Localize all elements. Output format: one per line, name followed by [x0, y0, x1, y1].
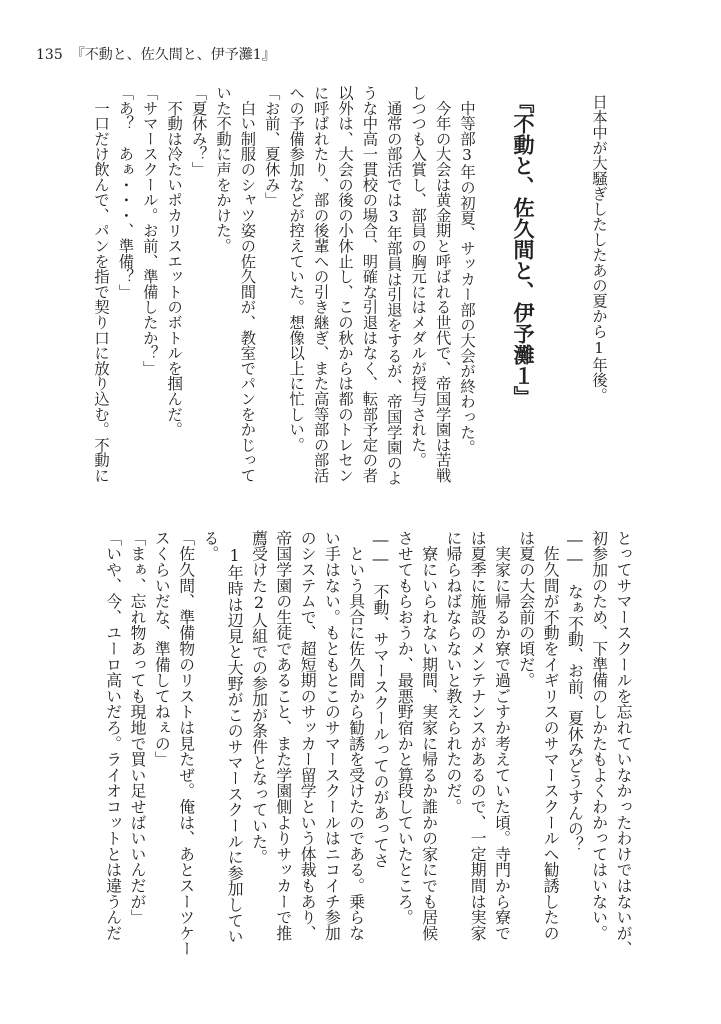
- text-line: 白い制服のシャツ姿の佐久間が、教室でパンをかじって: [238, 85, 257, 483]
- text-line: 以外は、大会の後の小休止し、この秋からは都のトレセン: [336, 85, 354, 483]
- text-line: 寮にいられない期間、実家に帰るか誰かの家にでも居候: [419, 530, 439, 941]
- text-line: 「いや、今、ユーロ高いだろ。ライオコットとは違うんだ: [103, 530, 123, 941]
- text-line: 佐久間が不動をイギリスのサマースクールへ勧誘したの: [541, 530, 561, 941]
- text-line: 「夏休み？」: [189, 85, 208, 177]
- text-line: のシステムで、超短期のサッカー留学という体裁もあり、: [298, 530, 318, 941]
- text-line: への予備参加などが控えていた。想像以上に忙しい。: [287, 85, 306, 453]
- text-line: は夏季に施設のメンテナンスがあるので、一定期間は実家: [468, 530, 488, 941]
- running-title: 『不動と、佐久間と、伊予灘1』: [70, 47, 276, 63]
- text-line: 通常の部活では3年部員は引退をするが、帝国学園のよ: [384, 85, 403, 486]
- text-line: 「まぁ、忘れ物あっても現地で買い足せばいいんだが」: [128, 530, 147, 925]
- text-line: 初参加のため、下準備のしかたもよくわかってはいない。: [589, 530, 609, 941]
- text-line: ―― なぁ不動、お前、夏休みどうすんの？: [565, 530, 585, 853]
- text-line: 不動は冷たいポカリスエットのボトルを掴んだ。: [165, 85, 184, 437]
- text-line: に呼ばれたり、部の後輩への引き継ぎ、また高等部の部活: [311, 85, 330, 483]
- text-line: 薦受けた2人組での参加が条件となっていた。: [249, 530, 269, 865]
- text-line: 「佐久間、準備物のリストは見たぜ。俺は、あとスーツケー: [176, 530, 196, 957]
- text-line: に帰らねばならないと教えられたのだ。: [443, 530, 463, 815]
- text-line: 今年の大会は黄金期と呼ばれる世代で、帝国学園は苦戦: [433, 85, 452, 483]
- text-line: とってサマースクールを忘れていなかったわけではないが、: [614, 530, 633, 957]
- text-line: い手はない。もともとこのサマースクールはニコイチ参加: [322, 530, 342, 941]
- text-line: しつつも入賞し、部員の胸元にはメダルが授与された。: [409, 85, 428, 468]
- page-number: 135: [36, 47, 63, 63]
- lead-line: 日本中が大騒ぎしたしたあの夏から1年後。: [590, 94, 608, 403]
- text-line: 一口だけ飲んで、パンを指で契り口に放り込む。不動に: [92, 85, 110, 483]
- text-line: させてもらおうか、最悪野宿かと算段していたところ。: [395, 530, 415, 925]
- text-line: は夏の大会前の頃だ。: [516, 530, 536, 688]
- text-line: という具合に佐久間から勧誘を受けたのである。乗らな: [346, 530, 366, 941]
- text-line: 実家に帰るか寮で過ごすか考えていた頃。寺門から寮で: [492, 530, 512, 941]
- text-line: 1年時は辺見と大野がこのサマースクールに参加してい: [225, 530, 245, 944]
- text-line: 「サマースクール。お前、準備したか？」: [140, 85, 159, 376]
- chapter-title: 『不動と、佐久間と、伊予灘１』: [511, 92, 536, 407]
- text-line: スくらいだな、準備してねぇの」: [152, 530, 172, 767]
- text-line: 「あ？ あぁ・・・、準備？」: [116, 85, 135, 300]
- text-line: 中等部3年の初夏、サッカー部の大会が終わった。: [458, 85, 476, 455]
- text-line: 「お前、夏休み」: [262, 85, 281, 208]
- text-line: 帝国学園の生徒であること、また学園側よりサッカーで推: [273, 530, 293, 941]
- text-line: ―― 不動、サマースクールってのがあってさ: [371, 530, 390, 869]
- running-header: [36, 44, 284, 64]
- text-line: うな中高一貫校の場合、明確な引退はなく、転部予定の者: [360, 85, 379, 483]
- text-line: る。: [200, 530, 220, 562]
- text-line: いた不動に声をかけた。: [214, 85, 232, 254]
